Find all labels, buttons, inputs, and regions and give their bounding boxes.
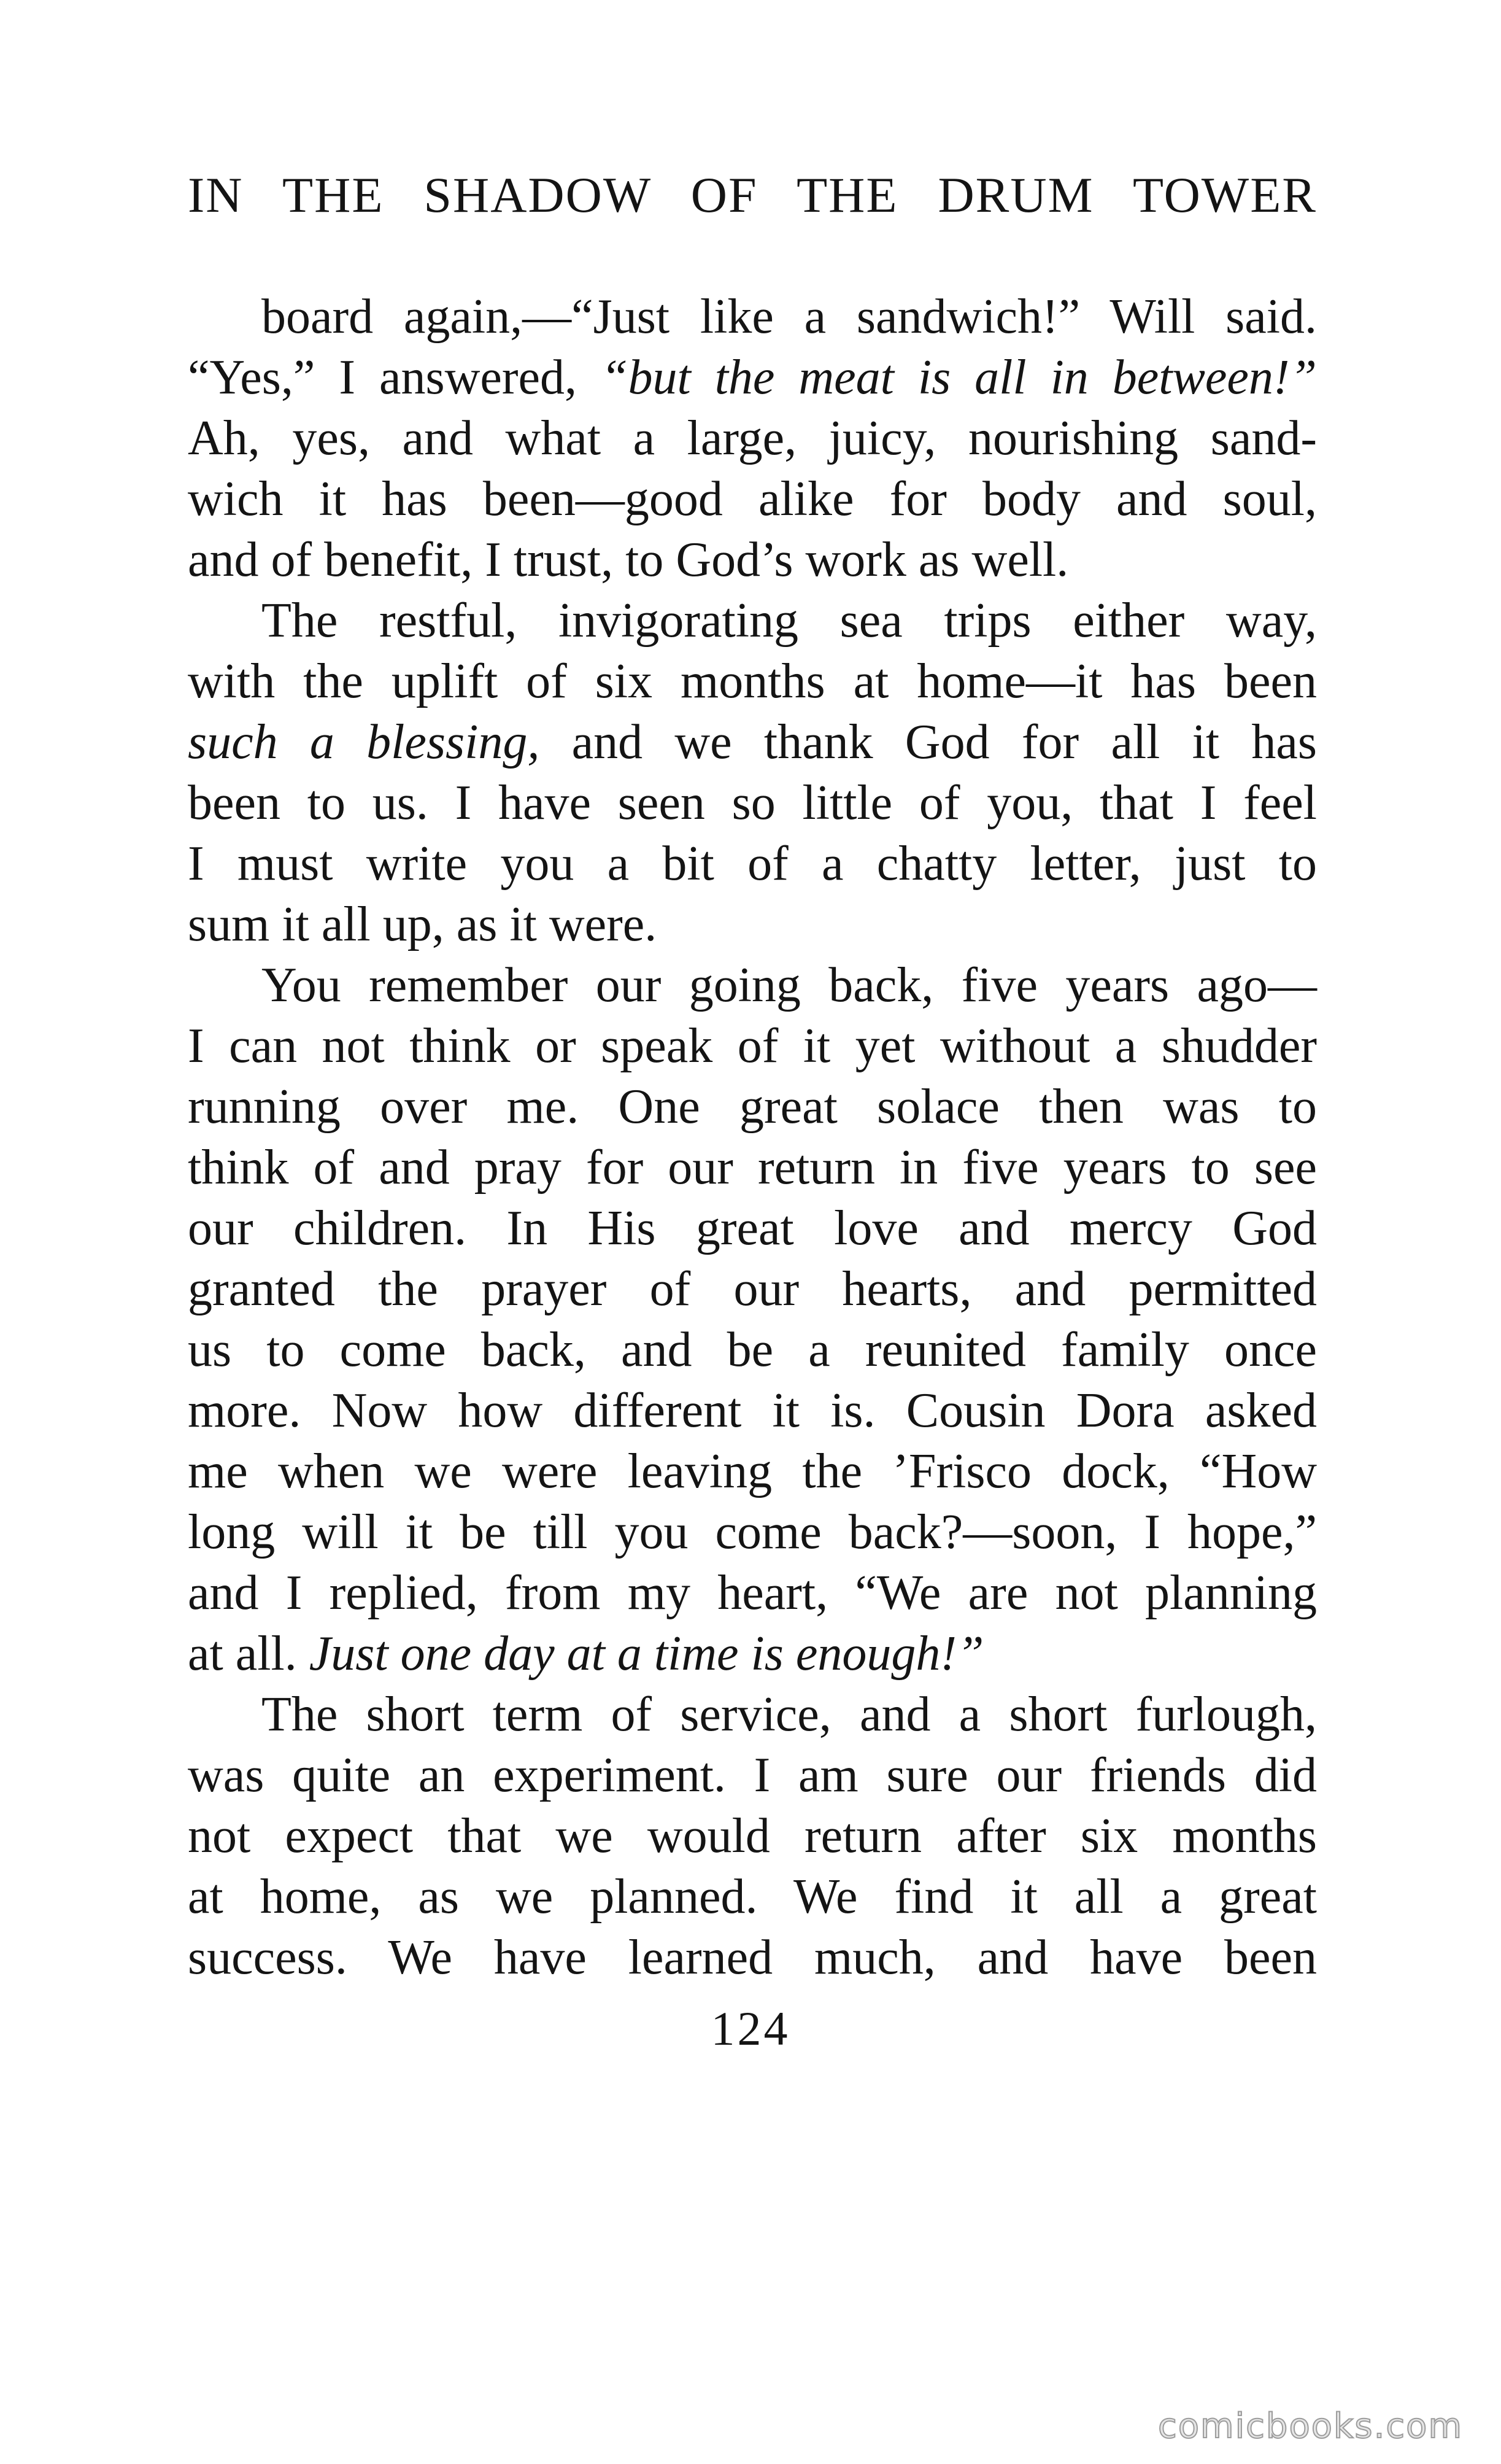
text-line [188,1381,1317,1441]
text-run: was quite an experiment. I am sure our friends did [188,1748,1317,1802]
paragraph [188,591,1317,955]
text-line [188,1137,1317,1198]
text-line [188,1624,1317,1684]
text-run: I must write you a bit of a chatty letter, just to [188,837,1317,891]
text-run: not expect that we would return after six months [188,1809,1317,1863]
page-number: 124 [711,2002,790,2055]
text-line [188,1502,1317,1563]
paragraph [188,287,1317,591]
body-text [188,287,1317,1988]
text-line [188,651,1317,712]
italic-text: such a blessing, [188,715,540,769]
paragraph [188,1684,1317,1988]
text-line [188,1320,1317,1381]
text-run: granted the prayer of our hearts, and permitted [188,1262,1317,1316]
text-run: with the uplift of six months at home—it has been [188,654,1317,708]
text-run: success. We have learned much, and have been [188,1931,1317,1985]
text-run: us to come back, and be a reunited family once [188,1323,1317,1377]
text-line [188,955,1317,1016]
italic-text: Just one day at a time is enough!” [309,1627,984,1681]
text-run: Ah, yes, and what a large, juicy, nourishing sand- [188,411,1317,465]
text-run: and we thank God for all it has [539,715,1317,769]
text-line [188,1745,1317,1806]
text-line [188,1077,1317,1137]
text-run: at home, as we planned. We find it all a great [188,1870,1317,1924]
text-run: long will it be till you come back?—soon, I hope,” [188,1505,1317,1559]
running-header: IN THE SHADOW OF THE DRUM TOWER [188,167,1317,223]
text-run: me when we were leaving the ’Frisco dock, “How [188,1444,1317,1498]
watermark-logo: comicbooks.com [1157,2406,1463,2446]
text-line [188,1867,1317,1927]
text-run: board again,—“Just like a sandwich!” Will said. [261,290,1317,344]
text-line [188,712,1317,773]
text-line [188,1441,1317,1502]
text-line [188,469,1317,530]
text-line [188,1259,1317,1320]
text-line [188,1806,1317,1867]
text-line [188,1684,1317,1745]
italic-text: “but the meat is all in between!” [601,351,1317,405]
text-run: been to us. I have seen so little of you, that I feel [188,776,1317,830]
text-line [188,408,1317,469]
text-line [188,530,1317,591]
text-line [188,347,1317,408]
text-run: at all. [188,1627,309,1681]
text-line [188,834,1317,894]
text-run: wich it has been—good alike for body and soul, [188,472,1317,526]
text-run: running over me. One great solace then was to [188,1080,1317,1134]
text-run: I can not think or speak of it yet without a shudder [188,1019,1317,1073]
text-run: think of and pray for our return in five years to see [188,1141,1317,1195]
text-run: “Yes,” I answered, [188,351,601,405]
text-run: The short term of service, and a short furlough, [261,1687,1317,1741]
text-run: You remember our going back, five years ago— [261,958,1317,1012]
text-line [188,1563,1317,1624]
text-line [188,287,1317,347]
text-run: The restful, invigorating sea trips either way, [261,594,1317,648]
text-line [188,773,1317,834]
text-run: more. Now how different it is. Cousin Dora asked [188,1384,1317,1438]
paragraph [188,955,1317,1684]
text-run: our children. In His great love and mercy God [188,1201,1317,1255]
text-line [188,1016,1317,1077]
text-run: sum it all up, as it were. [188,897,657,951]
text-run: and I replied, from my heart, “We are not planning [188,1566,1317,1620]
text-run: and of benefit, I trust, to God’s work as well. [188,533,1069,587]
text-line [188,894,1317,955]
text-line [188,1927,1317,1988]
text-line [188,1198,1317,1259]
text-line [188,591,1317,651]
